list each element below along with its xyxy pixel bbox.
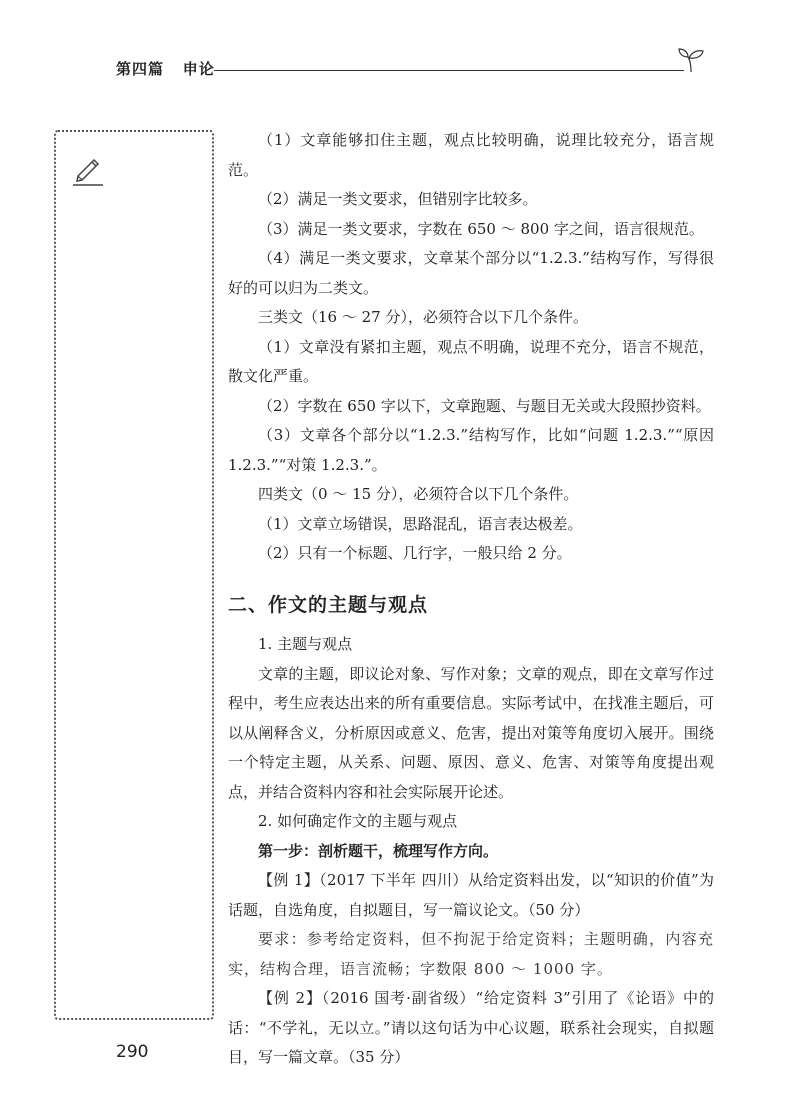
paragraph: （4）满足一类文要求，文章某个部分以“1.2.3.”结构写作，写得很好的可以归为二类文。 xyxy=(228,249,714,297)
paragraph: （1）文章立场错误，思路混乱，语言表达极差。 xyxy=(258,514,583,533)
notes-sidebar xyxy=(54,130,214,1020)
paragraph: （2）只有一个标题、几行字，一般只给 2 分。 xyxy=(258,544,572,562)
paragraph: 四类文（0 ～ 15 分），必须符合以下几个条件。 xyxy=(258,485,579,503)
running-header xyxy=(116,56,706,86)
header-rule xyxy=(214,70,684,71)
paragraph: （3）满足一类文要求，字数在 650 ～ 800 字之间，语言很规范。 xyxy=(258,219,704,238)
step-heading: 第一步：剖析题干，梳理写作方向。 xyxy=(258,841,499,860)
main-content xyxy=(228,126,714,1073)
subheading: 2. 如何确定作文的主题与观点 xyxy=(258,812,458,830)
header-chapter: 申论 xyxy=(182,60,215,78)
example-paragraph: 【例 1】（2017 下半年 四川）从给定资料出发，以“知识的价值”为话题，自选角度，自拟题目，写一篇议论文。（50 分） xyxy=(228,871,714,919)
header-title xyxy=(116,58,215,79)
page-number: 290 xyxy=(116,1042,149,1062)
paragraph: （1）文章能够扣住主题，观点比较明确，说理比较充分，语言规范。 xyxy=(228,131,714,179)
requirements-paragraph: 要求：参考给定资料，但不拘泥于给定资料；主题明确，内容充实，结构合理，语言流畅；字数限 800 ～ 1000 字。 xyxy=(228,930,714,978)
example-paragraph: 【例 2】（2016 国考·副省级）“给定资料 3”引用了《论语》中的话：“不学礼，无以立。”请以这句话为中心议题，联系社会现实，自拟题目，写一篇文章。（35 分） xyxy=(228,989,714,1066)
paragraph: 文章的主题，即议论对象、写作对象；文章的观点，即在文章写作过程中，考生应表达出来的所有重要信息。实际考试中，在找准主题后，可以从阐释含义，分析原因或意义、危害，提出对策等角度切入展开。围绕一个特定主题，从关系、问题、原因、意义、危害、对策等角度提出观点，并结合资料内容和社会实际展开论述。 xyxy=(228,664,714,801)
header-section: 第四篇 xyxy=(116,60,165,78)
paragraph: 三类文（16 ～ 27 分），必须符合以下几个条件。 xyxy=(258,308,588,326)
section-heading: 二、作文的主题与观点 xyxy=(228,593,429,616)
sprout-icon xyxy=(676,44,706,74)
pencil-icon xyxy=(70,152,106,188)
subheading: 1. 主题与观点 xyxy=(258,635,353,653)
paragraph: （1）文章没有紧扣主题，观点不明确，说理不充分，语言不规范，散文化严重。 xyxy=(228,337,714,385)
paragraph: （3）文章各个部分以“1.2.3.”结构写作，比如“问题 1.2.3.”“原因 1.2.3.”“对策 1.2.3.”。 xyxy=(228,426,714,474)
paragraph: （2）字数在 650 字以下，文章跑题、与题目无关或大段照抄资料。 xyxy=(258,396,711,415)
paragraph: （2）满足一类文要求，但错别字比较多。 xyxy=(258,190,538,208)
